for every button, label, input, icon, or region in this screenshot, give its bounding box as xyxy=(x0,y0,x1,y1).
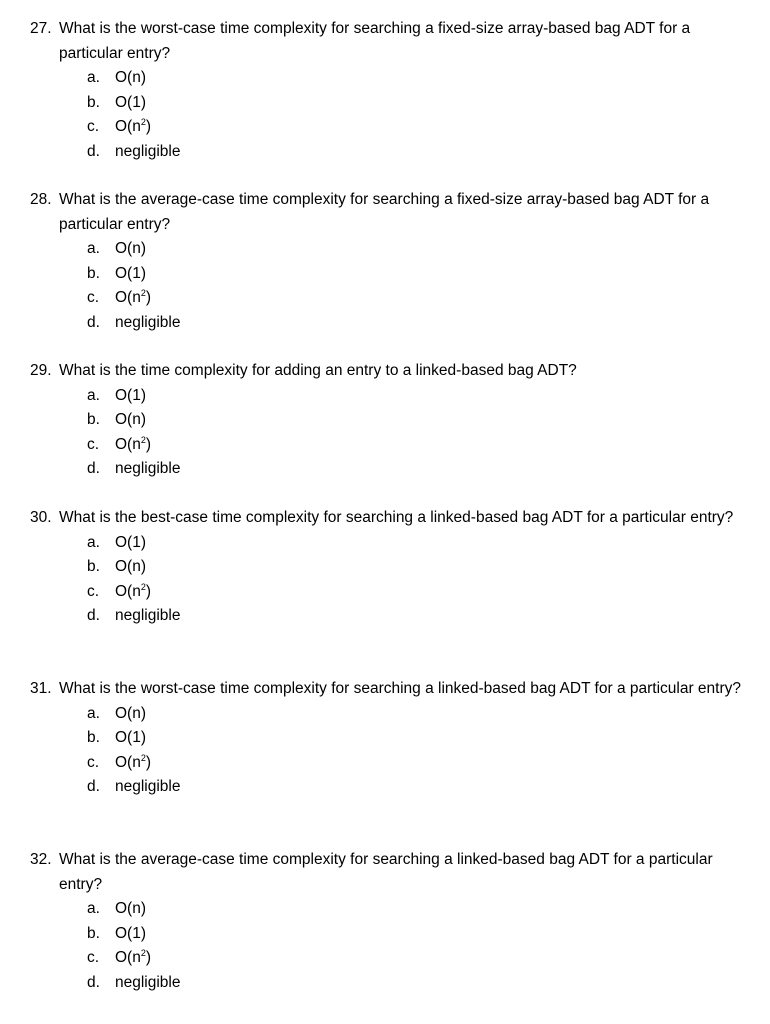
option-letter: b. xyxy=(87,93,100,111)
option-letter: a. xyxy=(87,900,100,917)
answer-options xyxy=(30,702,742,800)
option-text: negligible xyxy=(115,778,181,795)
option-b xyxy=(30,408,742,433)
option-letter: b. xyxy=(87,729,100,746)
option-text: O(1) xyxy=(115,924,146,942)
option-text: $O(n^2)$ xyxy=(115,581,152,600)
superscript: 2 xyxy=(140,288,146,298)
option-c xyxy=(30,751,742,776)
option-text: O(1) xyxy=(115,386,146,404)
option-letter: c. xyxy=(87,435,100,453)
option-text: negligible xyxy=(115,460,181,477)
option-d xyxy=(30,775,742,800)
question-text: What is the best-case time complexity for searching a linked-based bag ADT for a particular entry? xyxy=(59,509,734,526)
option-text: $O(n^2)$ xyxy=(115,752,152,771)
option-d xyxy=(30,604,742,629)
option-c xyxy=(30,286,742,311)
option-a xyxy=(30,66,742,91)
option-letter: b. xyxy=(87,264,100,282)
option-b xyxy=(30,91,742,116)
superscript: 2 xyxy=(140,117,146,127)
option-letter: a. xyxy=(87,69,100,86)
superscript: 2 xyxy=(140,581,146,592)
option-b xyxy=(30,726,742,751)
option-text: negligible xyxy=(115,973,181,991)
option-text: O(n) xyxy=(115,240,146,257)
option-letter: d. xyxy=(87,973,100,991)
answer-options xyxy=(30,237,742,335)
option-letter: b. xyxy=(87,558,100,575)
question-stem xyxy=(30,17,742,66)
question-text: What is the time complexity for adding an entry to a linked-based bag ADT? xyxy=(59,362,577,379)
question-stem xyxy=(30,359,742,384)
option-letter: d. xyxy=(87,778,100,795)
option-text: O(1) xyxy=(115,93,146,111)
option-letter: d. xyxy=(87,607,100,624)
option-letter: b. xyxy=(87,924,100,942)
option-letter: c. xyxy=(87,582,100,600)
option-letter: c. xyxy=(87,949,100,966)
question-stem xyxy=(30,188,742,237)
option-c xyxy=(30,946,742,971)
option-letter: c. xyxy=(87,753,100,771)
question-text: What is the worst-case time complexity for searching a fixed-size array-based bag ADT for a particular entry? xyxy=(59,20,691,62)
question-text: What is the worst-case time complexity for searching a linked-based bag ADT for a particular entry? xyxy=(59,680,742,697)
option-b xyxy=(30,922,742,947)
answer-options xyxy=(30,531,742,629)
option-text: $O(n^2)$ xyxy=(115,288,152,306)
question-31 xyxy=(30,677,742,800)
option-letter: d. xyxy=(87,460,100,477)
answer-options xyxy=(30,384,742,482)
question-29 xyxy=(30,359,742,482)
option-c xyxy=(30,433,742,458)
question-stem xyxy=(30,506,742,531)
option-text: $O(n^2)$ xyxy=(115,434,152,453)
option-letter: c. xyxy=(87,118,100,135)
question-number: 30. xyxy=(30,509,52,526)
question-stem xyxy=(30,677,742,702)
superscript: 2 xyxy=(140,434,146,445)
question-number: 27. xyxy=(30,20,52,37)
option-text: O(1) xyxy=(115,533,146,551)
option-letter: d. xyxy=(87,142,100,160)
option-letter: a. xyxy=(87,386,100,404)
question-28 xyxy=(30,188,742,335)
option-text: negligible xyxy=(115,142,181,160)
option-text: O(n) xyxy=(115,900,146,917)
question-27 xyxy=(30,17,742,164)
option-text: negligible xyxy=(115,313,181,331)
option-c xyxy=(30,580,742,605)
answer-options xyxy=(30,66,742,164)
option-letter: a. xyxy=(87,240,100,257)
answer-options xyxy=(30,897,742,995)
option-text: $O(n^2)$ xyxy=(115,948,152,966)
option-d xyxy=(30,311,742,336)
option-text: O(n) xyxy=(115,69,146,86)
option-a xyxy=(30,702,742,727)
option-letter: c. xyxy=(87,289,100,306)
option-a xyxy=(30,531,742,556)
question-number: 28. xyxy=(30,191,52,208)
option-b xyxy=(30,262,742,287)
question-32 xyxy=(30,848,742,995)
option-text: O(1) xyxy=(115,264,146,282)
option-letter: a. xyxy=(87,704,100,722)
question-text: What is the average-case time complexity for searching a linked-based bag ADT for a particular entry? xyxy=(59,851,713,893)
option-letter: d. xyxy=(87,313,100,331)
question-number: 29. xyxy=(30,362,52,379)
option-b xyxy=(30,555,742,580)
option-letter: b. xyxy=(87,411,100,428)
option-d xyxy=(30,971,742,996)
option-text: O(n) xyxy=(115,704,146,722)
question-number: 32. xyxy=(30,851,52,868)
option-a xyxy=(30,237,742,262)
option-a xyxy=(30,384,742,409)
option-text: O(n) xyxy=(115,558,146,575)
option-c xyxy=(30,115,742,140)
option-text: O(n) xyxy=(115,411,146,428)
option-d xyxy=(30,457,742,482)
superscript: 2 xyxy=(140,948,146,958)
option-letter: a. xyxy=(87,533,100,551)
option-text: O(1) xyxy=(115,729,146,746)
option-text: negligible xyxy=(115,607,181,624)
question-number: 31. xyxy=(30,680,52,697)
question-text: What is the average-case time complexity for searching a fixed-size array-based bag ADT for a particular entry? xyxy=(59,191,710,233)
question-30 xyxy=(30,506,742,629)
option-text: $O(n^2)$ xyxy=(115,117,152,135)
option-d xyxy=(30,140,742,165)
option-a xyxy=(30,897,742,922)
superscript: 2 xyxy=(140,752,146,763)
question-stem xyxy=(30,848,742,897)
